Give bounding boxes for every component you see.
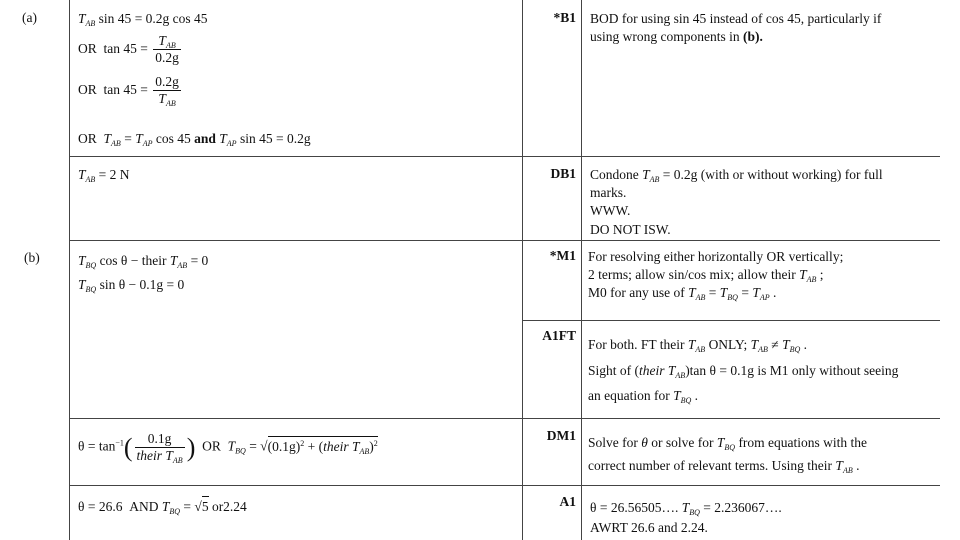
mark-row6: A1 — [559, 494, 576, 509]
row-line-3 — [522, 320, 940, 321]
row-line-5 — [69, 485, 940, 486]
eq-a2: OR tan 45 = $\frac{T_{AB}}{0.2g}$ — [78, 33, 179, 66]
mark-row1: *B1 — [553, 10, 576, 25]
part-b-label: (b) — [24, 250, 40, 265]
row-line-2 — [69, 240, 940, 241]
row-line-4 — [69, 418, 940, 419]
divider-right — [581, 0, 582, 540]
eq-a1: $T_{AB}$ sin 45 = 0.2g cos 45 — [78, 11, 208, 28]
eq-b4: θ = 26.6 AND $T_{BQ} = √5$ or2.24 — [78, 496, 247, 516]
row-line-1 — [69, 156, 940, 157]
part-a-label: (a) — [22, 10, 37, 25]
note-row4: For both. FT their $T_{AB}$ ONLY; $T_{AB} \ne T_{BQ}$ . Sight of (their $T_{AB})\tan$ θ = 0.1g is M1 only without seeing an equation for $T_{BQ}$ . — [588, 337, 899, 406]
eq-b1: $T_{BQ}$ cos θ − their $T_{AB} = 0$ — [78, 253, 209, 270]
note-row2: Condone $T_{AB} = 0.2g$ (with or without working) for full marks. WWW. DO NOT ISW. — [590, 167, 883, 237]
eq-a5: $T_{AB} = 2$ N — [78, 167, 130, 184]
eq-b3: $\theta = \tan^{-1}$( $\frac{0.1g}{their T_{AB}}$ ) OR $T_{BQ} = √(0.1g)^2$ + (their $T_{AB})^2$ — [78, 430, 378, 465]
eq-b2: $T_{BQ}$ sin θ − 0.1g = 0 — [78, 277, 185, 294]
divider-left — [69, 0, 70, 540]
note-row6: θ = 26.56505…. $T_{BQ}$ = 2.236067…. AWRT 26.6 and 2.24. — [590, 500, 782, 536]
note-row3: For resolving either horizontally OR vertically; 2 terms; allow sin/cos mix; allow their $T_{AB}$ ; M0 for any use of $T_{AB} = T_{BQ} = T_{AP}$ . — [588, 249, 844, 303]
eq-a3: OR tan 45 = $\frac{0.2g}{T_{AB}}$ — [78, 74, 179, 109]
mark-row3: *M1 — [549, 248, 576, 263]
eq-a4: OR $T_{AB} = T_{AP}$ cos 45 and $T_{AP}$ sin 45 = 0.2g — [78, 131, 311, 148]
mark-row5: DM1 — [546, 428, 576, 443]
mark-row4: A1FT — [542, 328, 576, 343]
note-row5: Solve for θ or solve for $T_{BQ}$ from equations with the correct number of relevant terms. Using their $T_{AB}$ . — [588, 435, 868, 475]
divider-mid — [522, 0, 523, 540]
mark-row2: DB1 — [550, 166, 576, 181]
note-row1: BOD for using sin 45 instead of cos 45, particularly if using wrong components in (b). — [590, 11, 882, 45]
